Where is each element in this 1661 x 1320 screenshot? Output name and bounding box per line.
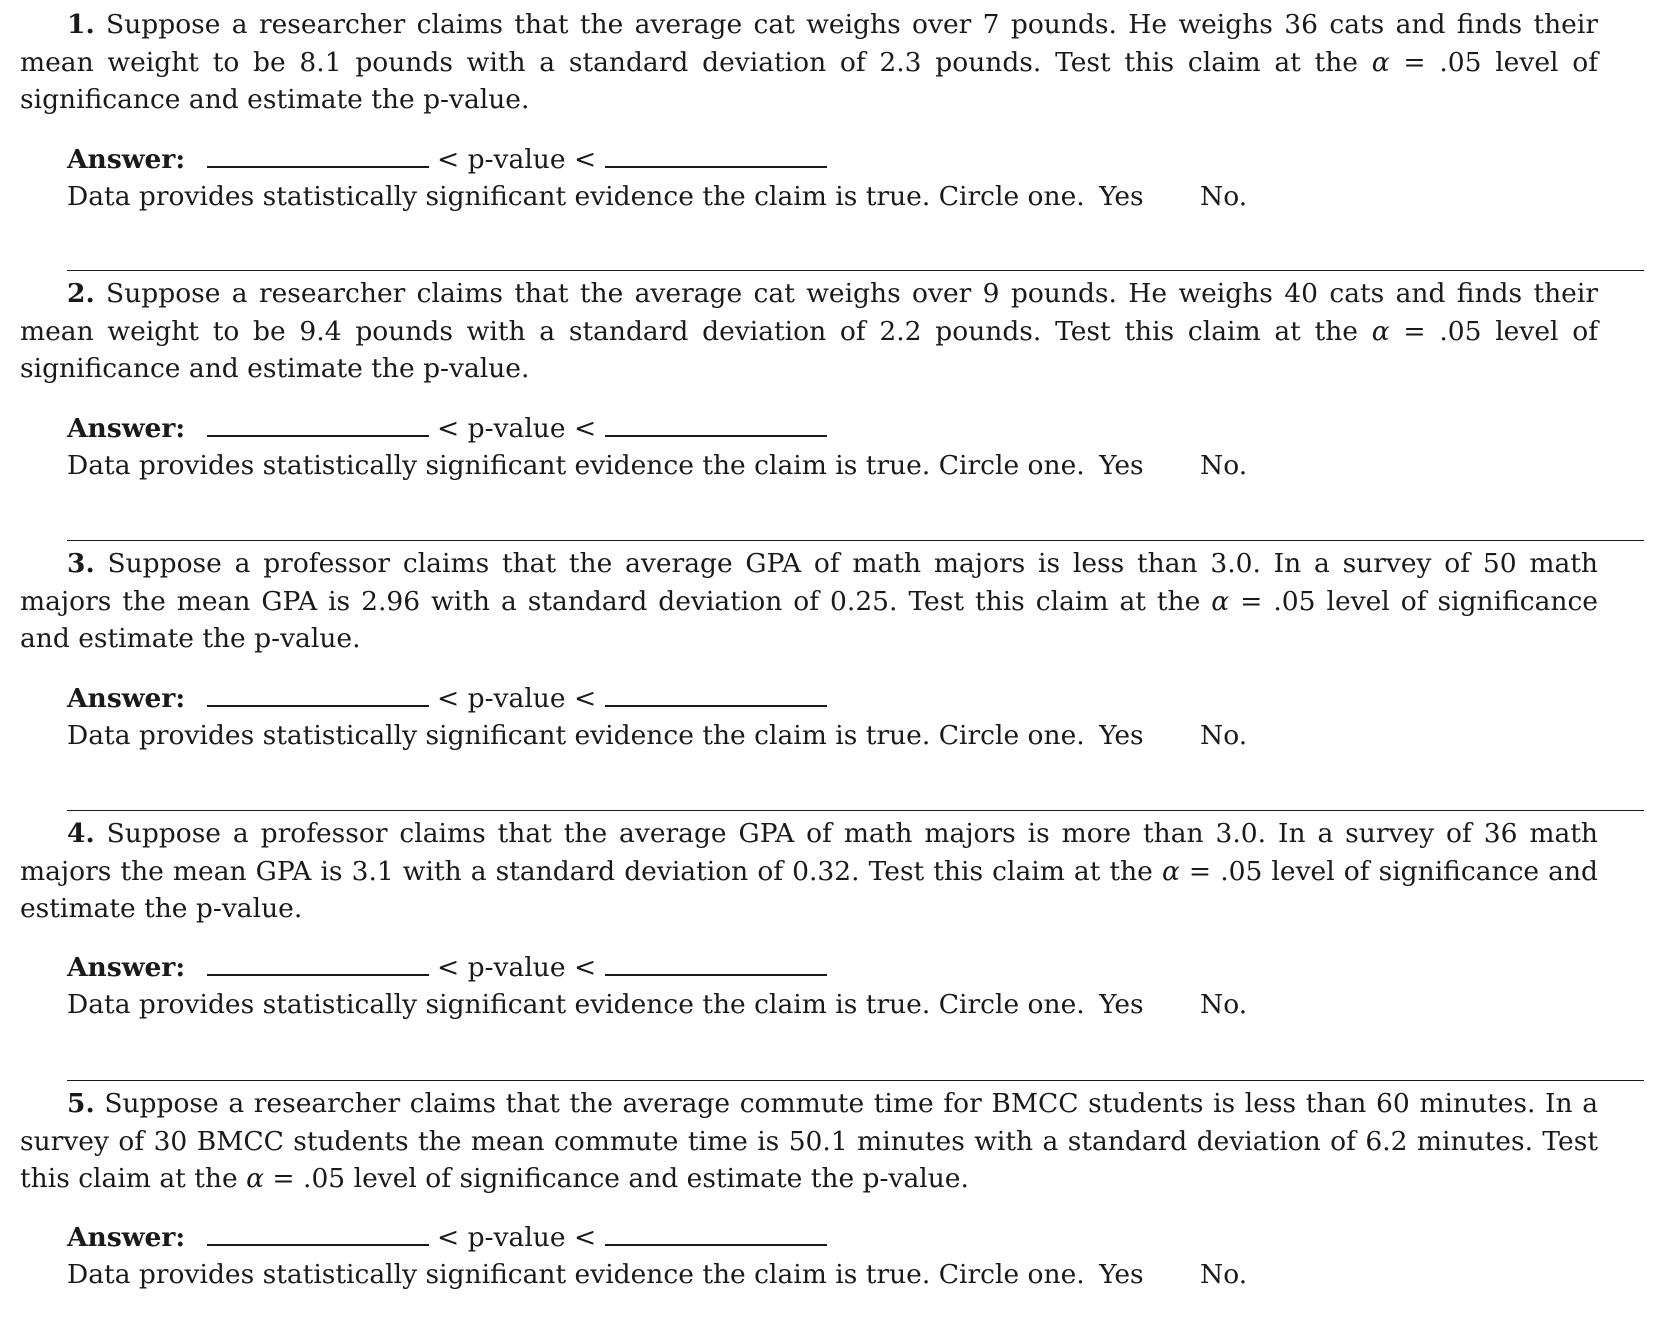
divider (67, 270, 1644, 271)
lower-bound-blank[interactable] (207, 683, 429, 707)
problem-text-part: Suppose a professor claims that the average GPA of math majors is less than 3.0. In a survey of 50 math majors the mean GPA is 2.96 with a standard deviation of 0.25. Test this claim at the (20, 548, 1598, 617)
answer-row (67, 949, 827, 987)
decision-text: Data provides statistically significant evidence the claim is true. Circle one. (67, 1259, 1085, 1290)
pvalue-text: < p-value < (437, 683, 597, 714)
problem-text-part: Suppose a researcher claims that the average commute time for BMCC students is less than 60 minutes. In a survey of 30 BMCC students the mean commute time is 50.1 minutes with a standard deviation of 6.2 minutes. Test this claim at the (20, 1088, 1598, 1194)
yes-option[interactable]: Yes (1099, 181, 1144, 212)
problem-text (20, 1085, 1598, 1198)
answer-label: Answer: (67, 1222, 186, 1253)
decision-row (67, 447, 1247, 485)
divider (67, 1080, 1644, 1081)
yes-option[interactable]: Yes (1099, 989, 1144, 1020)
problem-text-part: = .05 level of significance and estimate the p-value. (20, 315, 1599, 384)
problem-number: 3. (67, 548, 95, 579)
divider (67, 810, 1644, 811)
upper-bound-blank[interactable] (605, 144, 827, 168)
upper-bound-blank[interactable] (605, 952, 827, 976)
answer-row (67, 1219, 827, 1257)
problem-number: 2. (67, 278, 95, 309)
alpha-symbol: α (1371, 46, 1390, 78)
alpha-symbol: α (1371, 315, 1390, 347)
decision-text: Data provides statistically significant evidence the claim is true. Circle one. (67, 720, 1085, 751)
yes-option[interactable]: Yes (1099, 450, 1144, 481)
decision-row (67, 178, 1247, 216)
answer-label: Answer: (67, 413, 186, 444)
answer-row (67, 410, 827, 448)
problem-text (20, 545, 1598, 658)
decision-text: Data provides statistically significant evidence the claim is true. Circle one. (67, 181, 1085, 212)
pvalue-text: < p-value < (437, 413, 597, 444)
no-option[interactable]: No. (1200, 181, 1248, 212)
alpha-symbol: α (246, 1163, 264, 1194)
lower-bound-blank[interactable] (207, 1222, 429, 1246)
problem-text-part: Suppose a researcher claims that the average cat weighs over 9 pounds. He weighs 40 cats and finds their mean weight to be 9.4 pounds with a standard deviation of 2.2 pounds. Test this claim at the (20, 278, 1598, 347)
problem-text (20, 815, 1598, 928)
answer-label: Answer: (67, 683, 186, 714)
upper-bound-blank[interactable] (605, 1222, 827, 1246)
no-option[interactable]: No. (1200, 989, 1248, 1020)
pvalue-text: < p-value < (437, 952, 597, 983)
decision-text: Data provides statistically significant evidence the claim is true. Circle one. (67, 450, 1085, 481)
problem-text (20, 6, 1598, 119)
pvalue-text: < p-value < (437, 144, 597, 175)
answer-row (67, 141, 827, 179)
problem-number: 4. (67, 818, 95, 849)
no-option[interactable]: No. (1200, 450, 1248, 481)
no-option[interactable]: No. (1200, 1259, 1248, 1290)
decision-row (67, 1256, 1247, 1294)
decision-text: Data provides statistically significant evidence the claim is true. Circle one. (67, 989, 1085, 1020)
upper-bound-blank[interactable] (605, 683, 827, 707)
problem-text-part: Suppose a researcher claims that the average cat weighs over 7 pounds. He weighs 36 cats and finds their mean weight to be 8.1 pounds with a standard deviation of 2.3 pounds. Test this claim at the (20, 9, 1598, 78)
problem-text-part: = .05 level of significance and estimate the p-value. (20, 855, 1598, 924)
lower-bound-blank[interactable] (207, 144, 429, 168)
yes-option[interactable]: Yes (1099, 720, 1144, 751)
problem-text (20, 275, 1598, 388)
decision-row (67, 986, 1247, 1024)
alpha-symbol: α (1211, 585, 1230, 617)
divider (67, 540, 1644, 541)
pvalue-text: < p-value < (437, 1222, 597, 1253)
problem-number: 5. (67, 1088, 95, 1119)
answer-label: Answer: (67, 144, 186, 175)
problem-number: 1. (67, 9, 95, 40)
problem-text-part: = .05 level of significance and estimate the p-value. (20, 585, 1598, 654)
no-option[interactable]: No. (1200, 720, 1248, 751)
lower-bound-blank[interactable] (207, 952, 429, 976)
problem-text-part: = .05 level of significance and estimate the p-value. (263, 1163, 969, 1194)
lower-bound-blank[interactable] (207, 413, 429, 437)
problem-text-part: = .05 level of significance and estimate the p-value. (20, 46, 1599, 115)
upper-bound-blank[interactable] (605, 413, 827, 437)
alpha-symbol: α (1161, 855, 1180, 887)
problem-text-part: Suppose a professor claims that the average GPA of math majors is more than 3.0. In a survey of 36 math majors the mean GPA is 3.1 with a standard deviation of 0.32. Test this claim at the (20, 818, 1598, 887)
answer-row (67, 680, 827, 718)
yes-option[interactable]: Yes (1099, 1259, 1144, 1290)
answer-label: Answer: (67, 952, 186, 983)
decision-row (67, 717, 1247, 755)
